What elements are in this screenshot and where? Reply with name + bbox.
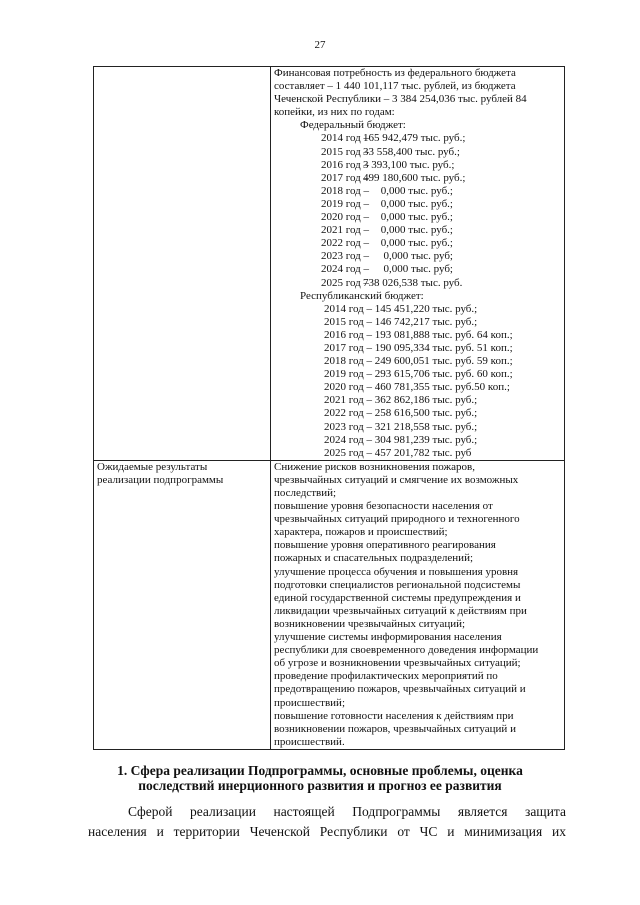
paragraph-line: населения и территории Чеченской Республики от ЧС и минимизация их [88, 824, 566, 839]
year-label: 2019 год – [321, 197, 370, 210]
result-line: Снижение рисков возникновения пожаров, [274, 460, 475, 473]
amount-value: 165 942,479 тыс. руб.; [363, 132, 466, 145]
year-label: 2022 год – [321, 237, 370, 250]
republic-year-line: 2023 год – 321 218,558 тыс. руб.; [324, 420, 478, 433]
amount-value: 0,000 тыс. руб.; [380, 224, 453, 237]
result-line: улучшение процесса обучения и повышения уровня [274, 565, 519, 578]
republic-year-line: 2016 год – 193 081,888 тыс. руб. 64 коп.; [324, 328, 513, 341]
amount-value: 33 558,400 тыс. руб.; [363, 145, 460, 158]
federal-year-line [274, 172, 561, 185]
results-list [274, 461, 561, 749]
amount-value: 0,000 тыс. руб.; [380, 237, 453, 250]
year-label: 2014 год – [321, 132, 370, 145]
section-heading-line: 1. Сфера реализации Подпрограммы, основные проблемы, оценка [117, 763, 523, 778]
federal-year-line [274, 198, 561, 211]
result-line: улучшение системы информирования населения [274, 631, 502, 644]
result-line: повышение уровня безопасности населения от [274, 500, 493, 513]
republic-budget-label: Республиканский бюджет: [300, 289, 424, 302]
result-line: об угрозе и возникновении чрезвычайных ситуаций; [274, 657, 521, 670]
federal-year-line [274, 224, 561, 237]
results-label-line: Ожидаемые результаты [97, 460, 208, 473]
result-line: характера, пожаров и происшествий; [274, 526, 448, 539]
republic-year-line: 2020 год – 460 781,355 тыс. руб.50 коп.; [324, 381, 510, 394]
republic-year-line: 2021 год – 362 862,186 тыс. руб.; [324, 394, 478, 407]
year-label: 2020 год – [321, 211, 370, 224]
results-content-cell [271, 460, 565, 749]
result-line: повышение готовности населения к действиям при [274, 709, 514, 722]
republic-year-line: 2024 год – 304 981,239 тыс. руб.; [324, 433, 478, 446]
result-line: возникновении чрезвычайных ситуаций; [274, 617, 466, 630]
section-heading-line: последствий инерционного развития и прогноз ее развития [138, 778, 502, 793]
republic-year-line: 2025 год – 457 201,782 тыс. руб [324, 446, 472, 459]
result-line: происшествий. [274, 735, 345, 748]
amount-value: 738 026,538 тыс. руб. [363, 276, 463, 289]
year-label: 2015 год – [321, 145, 370, 158]
year-label: 2016 год – [321, 158, 370, 171]
federal-year-line [274, 277, 561, 290]
federal-year-line [274, 263, 561, 276]
result-line: проведение профилактических мероприятий по [274, 670, 498, 683]
federal-year-line [274, 185, 561, 198]
year-label: 2021 год – [321, 224, 370, 237]
year-label: 2017 год – [321, 171, 370, 184]
republic-year-line: 2019 год – 293 615,706 тыс. руб. 60 коп.; [324, 368, 513, 381]
year-label: 2025 год – [321, 276, 370, 289]
federal-year-line [274, 250, 561, 263]
federal-year-line [274, 159, 561, 172]
page-number: 27 [314, 39, 326, 51]
federal-year-line [274, 132, 561, 145]
federal-year-line [274, 211, 561, 224]
finance-intro-line: составляет – 1 440 101,117 тыс. рублей, из бюджета [274, 80, 516, 93]
amount-value: 0,000 тыс. руб; [383, 263, 453, 276]
results-row [94, 460, 565, 749]
federal-year-line [274, 146, 561, 159]
amount-value: 0,000 тыс. руб.; [380, 197, 453, 210]
finance-intro-line: Финансовая потребность из федерального бюджета [274, 67, 516, 79]
republic-year-line: 2015 год – 146 742,217 тыс. руб.; [324, 315, 478, 328]
finance-label-cell [94, 67, 271, 461]
result-line: возникновении пожаров, чрезвычайных ситуаций и [274, 722, 516, 735]
amount-value: 3 393,100 тыс. руб.; [363, 158, 455, 171]
finance-row [94, 67, 565, 461]
paragraph-line: Сферой реализации настоящей Подпрограммы является защита [128, 804, 566, 819]
result-line: республики для своевременного доведения информации [274, 644, 539, 657]
amount-value: 0,000 тыс. руб.; [380, 211, 453, 224]
result-line: повышение уровня оперативного реагирования [274, 539, 496, 552]
year-label: 2024 год – [321, 263, 370, 276]
result-line: единой государственной системы предупреждения и [274, 591, 521, 604]
results-label-line: реализации подпрограммы [97, 473, 224, 486]
result-line: пожарных и спасательных подразделений; [274, 552, 474, 565]
subprogram-table [93, 66, 565, 750]
federal-budget-list [274, 132, 561, 289]
amount-value: 0,000 тыс. руб; [383, 250, 453, 263]
federal-budget-label: Федеральный бюджет: [300, 119, 406, 132]
finance-intro-line: Чеченской Республики – 3 384 254,036 тыс. рублей 84 [274, 93, 527, 106]
result-line: подготовки специалистов региональной подсистемы [274, 578, 521, 591]
republic-year-line: 2017 год – 190 095,334 тыс. руб. 51 коп.; [324, 341, 513, 354]
result-line: ликвидации чрезвычайных ситуаций к действиям при [274, 604, 527, 617]
result-line: предотвращению пожаров, чрезвычайных ситуаций и [274, 683, 526, 696]
federal-year-line [274, 237, 561, 250]
republic-year-line: 2014 год – 145 451,220 тыс. руб.; [324, 302, 478, 315]
section-heading [80, 763, 560, 793]
year-label: 2018 год – [321, 184, 370, 197]
results-label-cell [94, 460, 271, 749]
result-line: последствий; [274, 487, 337, 499]
republic-budget-list [274, 303, 561, 460]
year-label: 2023 год – [321, 250, 370, 263]
result-line: чрезвычайных ситуаций и смягчение их возможных [274, 473, 519, 486]
republic-year-line: 2018 год – 249 600,051 тыс. руб. 59 коп.; [324, 355, 513, 368]
section-paragraph [88, 802, 566, 842]
result-line: чрезвычайных ситуаций природного и техногенного [274, 513, 520, 526]
amount-value: 0,000 тыс. руб.; [380, 184, 453, 197]
amount-value: 499 180,600 тыс. руб.; [363, 171, 466, 184]
finance-content-cell [271, 67, 565, 461]
republic-year-line: 2022 год – 258 616,500 тыс. руб.; [324, 407, 478, 420]
result-line: происшествий; [274, 696, 345, 709]
finance-intro-line: копейки, из них по годам: [274, 106, 395, 119]
